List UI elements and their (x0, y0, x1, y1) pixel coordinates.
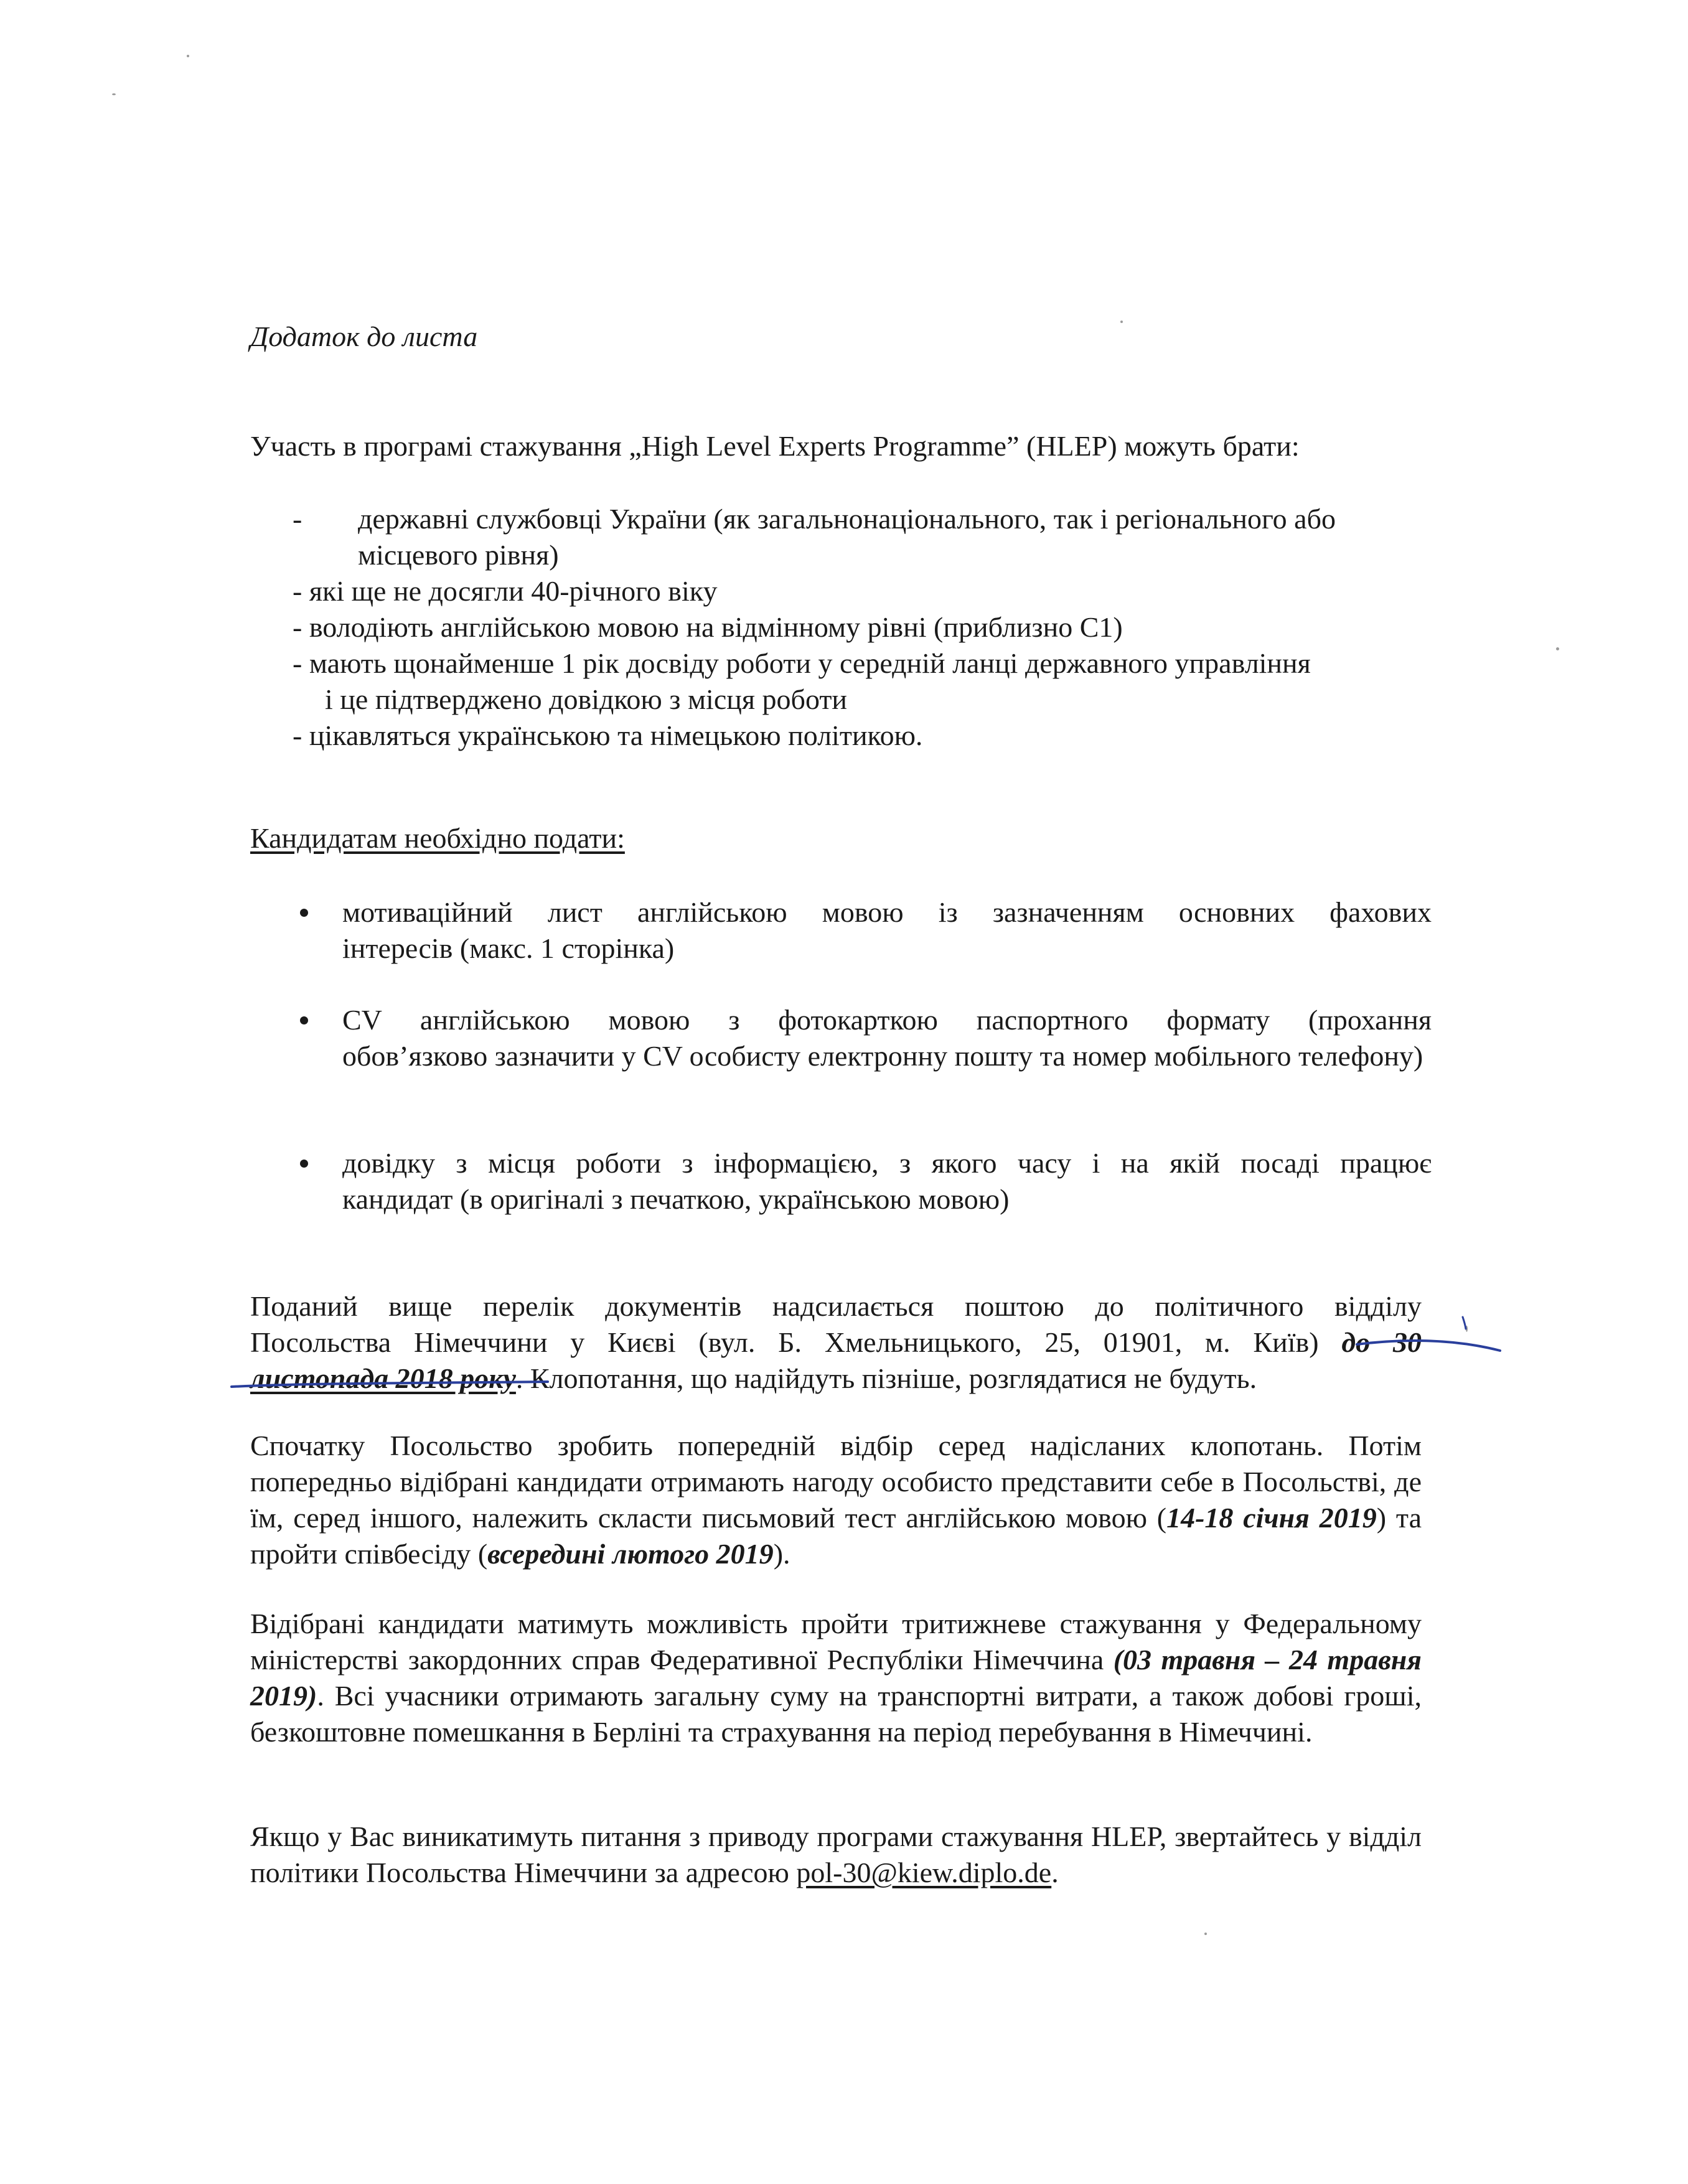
list-marker: - (293, 647, 302, 679)
list-marker: - (293, 503, 302, 535)
list-marker: - (293, 611, 302, 643)
document-line: обов’язково зазначити у CV особисту електронну пошту та номер мобільного телефону) (342, 1040, 1423, 1072)
selection-text: ) та пройти співбесіду ( (250, 1502, 1422, 1570)
requirement-line: які ще не досягли 40-річного віку (309, 575, 718, 607)
submission-note: . Клопотання, що надійдуть пізніше, розглядатися не будуть. (515, 1362, 1257, 1394)
pen-stroke (1463, 1317, 1466, 1329)
document-line: CV англійською мовою з фотокарткою паспортного формату (прохання (342, 1004, 1432, 1036)
attachment-heading: Додаток до листа (250, 321, 478, 352)
requirement-line: мають щонайменше 1 рік досвіду роботи у середній ланці державного управління (309, 647, 1311, 679)
submission-line: Поданий вище перелік документів надсилається поштою до політичного відділу (250, 1290, 1422, 1322)
list-marker: - (293, 719, 302, 751)
intro-text: Участь в програмі стажування „High Level Experts Programme” (HLEP) можуть брати: (250, 430, 1300, 462)
internship-text: Відібрані кандидати матимуть можливість пройти тритижневе стажування у Федеральному міністерстві закордонних справ Федеративної Республіки Німеччина (250, 1608, 1422, 1675)
contact-text: . (1051, 1857, 1059, 1888)
requirement-line: місцевого рівня) (358, 539, 559, 571)
deadline-text: листопада 2018 року (250, 1362, 516, 1394)
requirement-line: володіють англійською мовою на відмінному рівні (приблизно С1) (309, 611, 1123, 643)
requirement-line: державні службовці України (як загальнонаціонального, так і регіонального або (358, 503, 1336, 535)
selection-text: Спочатку Посольство зробить попередній відбір серед надісланих клопотань. Потім попередньо відібрані кандидати отримають нагоду особисто представити себе в Посольстві, де їм, серед іншого, належить скласти письмовий тест англійською мовою ( (250, 1430, 1422, 1534)
submission-address: Посольства Німеччини у Києві (вул. Б. Хмельницького, 25, 01901, м. Київ) (250, 1326, 1319, 1358)
pen-stroke (232, 1382, 548, 1387)
test-dates: 14-18 січня 2019 (1166, 1502, 1377, 1534)
requirement-line: і це підтверджено довідкою з місця роботи (325, 683, 848, 715)
internship-dates: (03 травня – 24 травня 2019) (250, 1644, 1422, 1712)
deadline-text: до 30 (1341, 1326, 1422, 1358)
internship-text: . Всі учасники отримають загальну суму на транспортні витрати, а також добові гроші, безкоштовне помешкання в Берліні та страхування на період перебування в Німеччині. (250, 1680, 1422, 1748)
contact-email-link[interactable]: pol-30@kiew.diplo.de (796, 1857, 1052, 1888)
documents-heading: Кандидатам необхідно подати: (250, 822, 625, 854)
document-line: інтересів (макс. 1 сторінка) (342, 932, 675, 964)
document-line: мотиваційний лист англійською мовою із зазначенням основних фахових (342, 896, 1432, 928)
pen-stroke (1357, 1341, 1500, 1351)
list-marker: - (293, 575, 302, 607)
contact-text: Якщо у Вас виникатимуть питання з приводу програми стажування HLEP, звертайтесь у відділ політики Посольства Німеччини за адресою (250, 1821, 1422, 1888)
document-line: довідку з місця роботи з інформацією, з якого часу і на якій посаді працює (342, 1147, 1432, 1179)
selection-text: ). (773, 1538, 790, 1570)
document-line: кандидат (в оригіналі з печаткою, українською мовою) (342, 1183, 1010, 1215)
interview-dates: всередині лютого 2019 (487, 1538, 774, 1570)
requirement-line: цікавляться українською та німецькою політикою. (309, 719, 923, 751)
